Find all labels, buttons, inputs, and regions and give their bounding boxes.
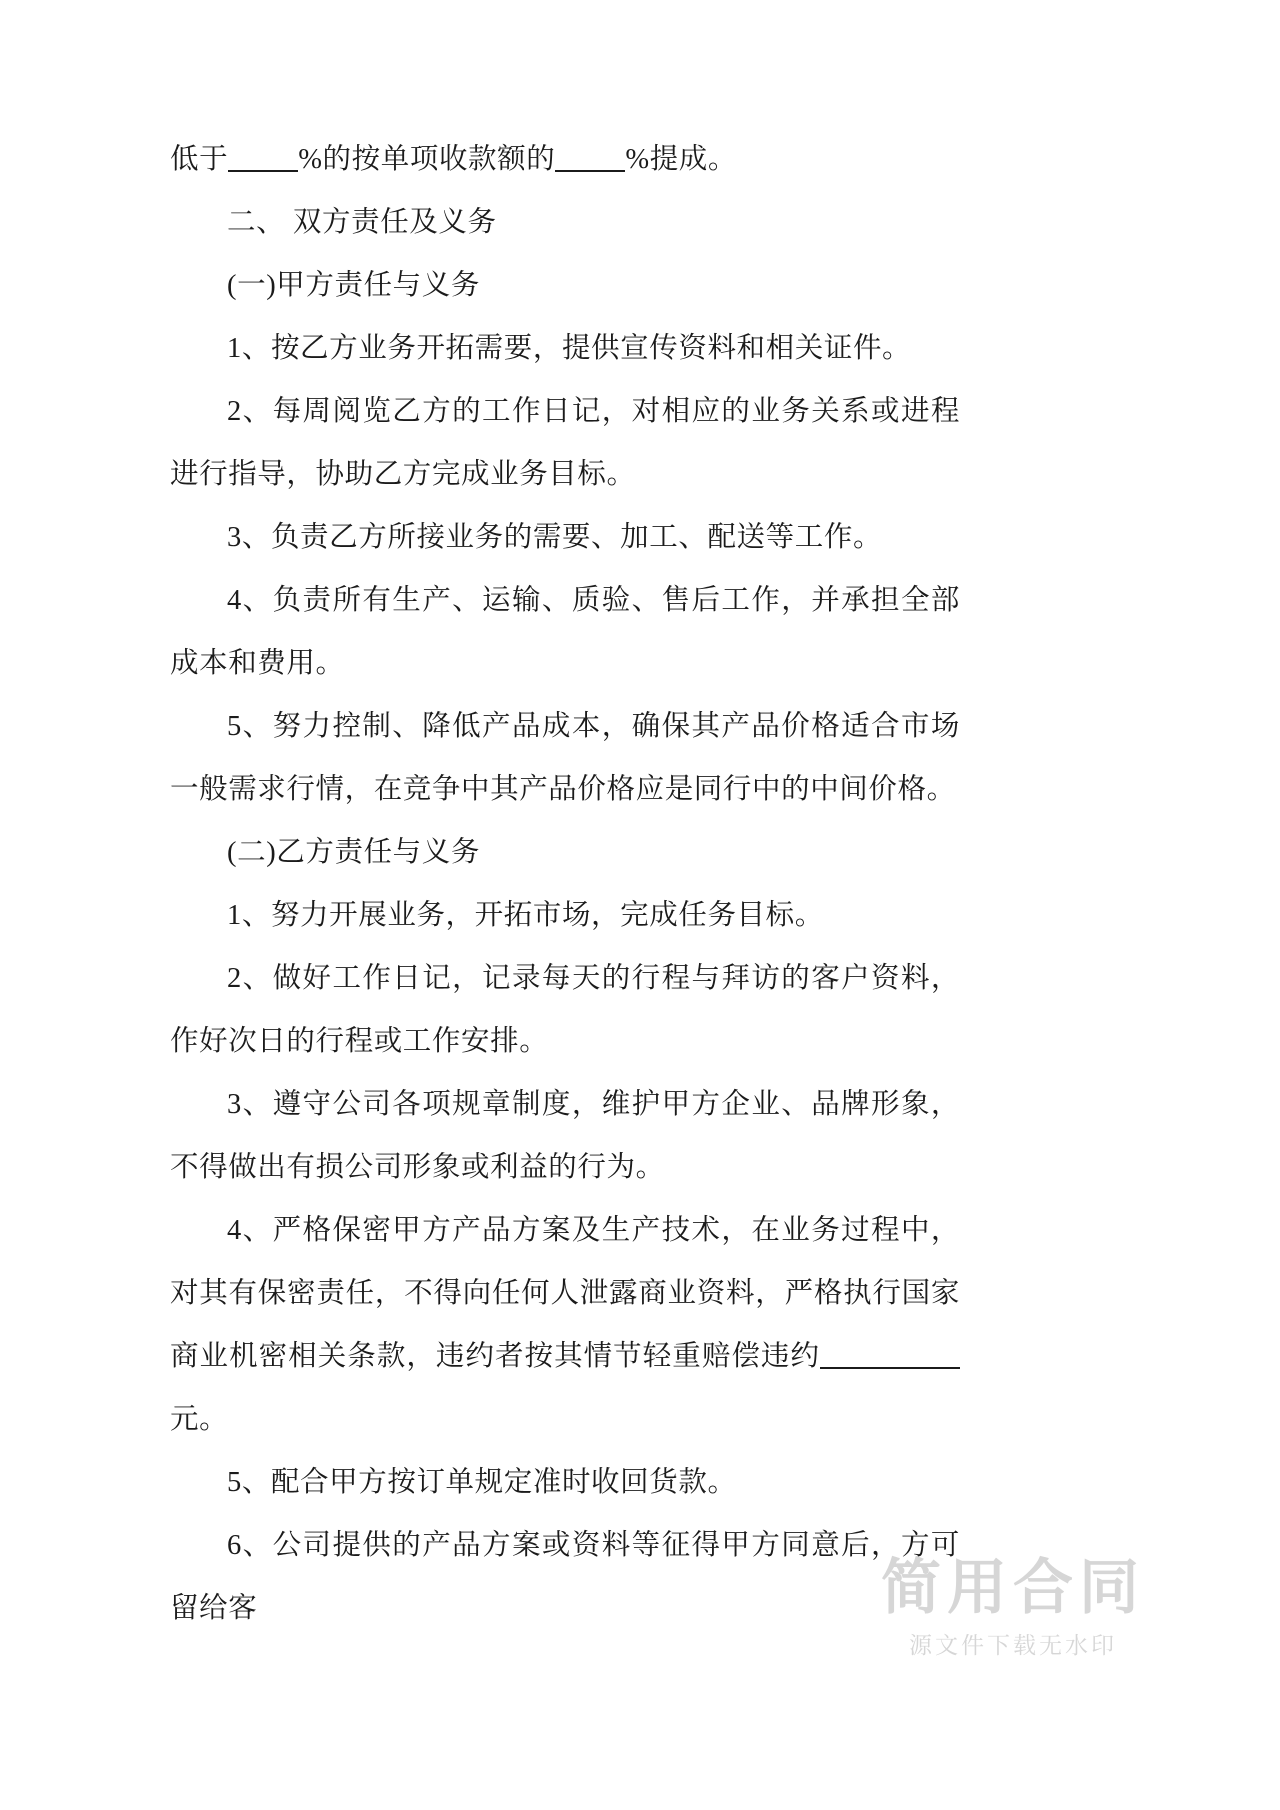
party-a-item-1: 1、按乙方业务开拓需要，提供宣传资料和相关证件。 bbox=[227, 333, 912, 364]
party-a-item-2: 2、每周阅览乙方的工作日记，对相应的业务关系或进程进行指导，协助乙方完成业务目标。 bbox=[170, 396, 960, 490]
paragraph-commission-rate bbox=[170, 128, 960, 191]
party-b-item-5: 5、配合甲方按订单规定准时收回货款。 bbox=[227, 1467, 737, 1498]
party-a-item-4: 4、负责所有生产、运输、质验、售后工作，并承担全部成本和费用。 bbox=[170, 585, 960, 679]
fill-blank-penalty-amount[interactable] bbox=[820, 1367, 960, 1369]
paragraph-text-lead: 低于 bbox=[170, 144, 229, 175]
paragraph-text-tail: %提成。 bbox=[625, 144, 738, 175]
subsection-heading-party-b: (二)乙方责任与义务 bbox=[227, 837, 480, 868]
party-a-item-5: 5、努力控制、降低产品成本，确保其产品价格适合市场一般需求行情，在竞争中其产品价格应是同行中的中间价格。 bbox=[170, 711, 960, 805]
party-b-item-1: 1、努力开展业务，开拓市场，完成任务目标。 bbox=[227, 900, 824, 931]
document-text-body bbox=[170, 128, 960, 1640]
watermark-main-text: 简用合同 bbox=[881, 1554, 1145, 1621]
party-a-item-3: 3、负责乙方所接业务的需要、加工、配送等工作。 bbox=[227, 522, 883, 553]
party-b-item-4-text-tail: 元。 bbox=[170, 1404, 229, 1435]
fill-blank-percent-1[interactable] bbox=[228, 170, 298, 172]
party-b-item-2: 2、做好工作日记，记录每天的行程与拜访的客户资料，作好次日的行程或工作安排。 bbox=[170, 963, 960, 1057]
paragraph-text-mid: %的按单项收款额的 bbox=[298, 144, 556, 175]
party-b-item-6: 6、公司提供的产品方案或资料等征得甲方同意后，方可留给客 bbox=[170, 1530, 960, 1624]
subsection-heading-party-a: (一)甲方责任与义务 bbox=[227, 270, 480, 301]
party-b-item-3: 3、遵守公司各项规章制度，维护甲方企业、品牌形象，不得做出有损公司形象或利益的行为。 bbox=[170, 1089, 960, 1183]
section-heading-duties: 二、 双方责任及义务 bbox=[227, 207, 497, 238]
party-b-item-4-text-lead: 4、严格保密甲方产品方案及生产技术，在业务过程中，对其有保密责任，不得向任何人泄露商业资料，严格执行国家商业机密相关条款，违约者按其情节轻重赔偿违约 bbox=[170, 1215, 960, 1372]
fill-blank-percent-2[interactable] bbox=[555, 170, 625, 172]
watermark-sub-text: 源文件下载无水印 bbox=[909, 1632, 1117, 1658]
party-b-item-4 bbox=[170, 1199, 960, 1451]
